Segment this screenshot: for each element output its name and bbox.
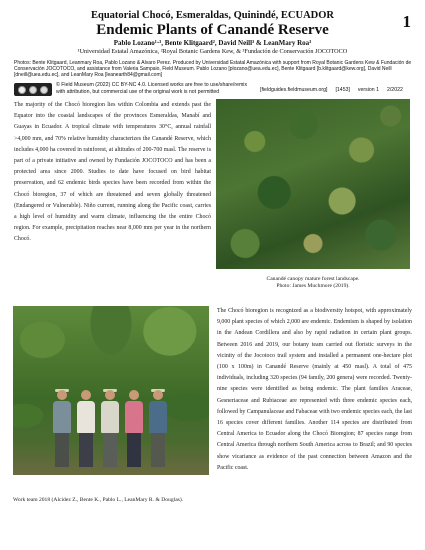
canopy-caption-line2: Photo: James Muchmore (2019). — [276, 283, 350, 289]
person-figure — [53, 389, 71, 467]
canopy-caption — [216, 276, 410, 290]
authors-line: Pablo Lozano¹·³, Bente Klitgaard², David Neill³ & LeanMary Roa³ — [113, 39, 312, 47]
canopy-photo — [216, 99, 410, 269]
date-label: 2/2022 — [386, 87, 403, 93]
site-link[interactable]: [fieldguides.fieldmuseum.org] — [260, 87, 328, 93]
person-figure — [149, 389, 167, 467]
affiliations-line: ¹Universidad Estatal Amazónica, ²Royal Botanic Gardens Kew, & ³Fundación de Conservación JOCOTOCO — [77, 48, 348, 55]
license-text: © Field Museum (2022) CC BY-NC 4.0. Licensed works are free to use/share/remix with attribution, but commercial use of the original work is not permitted — [56, 82, 248, 95]
page-header — [0, 10, 425, 56]
person-figure — [101, 389, 119, 467]
team-photo — [13, 306, 209, 475]
person-figure — [77, 390, 95, 467]
page-title: Endemic Plants of Canandé Reserve — [96, 22, 329, 38]
photo-credits: Photos: Bente Klitgaard, Leanmary Roa, Pablo Lozano & Alvaro Perez. Produced by Universidad Estatal Amazónica with support from Royal Botanic Gardens Kew & Fundación de Conservación JOCOTOCO, and assistance from Valeria Sampaio, Field Museum. Pablo Lozano [plozano@uea.edu.ec], Bente Klitgaard [b.klitgaard@kew.org], David Neill [dneill@uea.edu.ec], and LeanMary Roa [leanearth84@gmail.com] — [14, 60, 412, 79]
cc-license-icon[interactable] — [14, 83, 52, 96]
license-block — [14, 82, 412, 98]
person-figure — [125, 390, 143, 467]
location-heading: Equatorial Chocó, Esmeraldas, Quinindé, ECUADOR — [91, 10, 334, 21]
intro-paragraph: The majority of the Chocó bioregion lies within Colombia and extends past the Equator into the coastal landscapes of the provinces Esmeraldas, Manabí and Guayas in Ecuador. A tropical climate with temperatures 30°C, annual rainfall >4,000 mm, and 70% relative humidity characterizes the Canandé Reserve, which includes 4,000 ha covered in rainforest, at altitudes of 200-700 masl. The reserve is part of a private initiative and owned by Fundación JOCOTOCO and has been a protected area since 2000. Studies to date have focused on bird habitat preservation, and 62 endemic birds species have been recorded from within the Chocó bioregion, 37 of which are threatened and seven globally threatened (Endangered or Vulnerable). Niño current, running along the Pacific coast, carries a high level of humidity and warm climate, influencing the the entire Chocó region. For example, precipitation reaches near 8,000 mm per year in the northern Chocó. — [14, 102, 211, 243]
guide-id: [1453] — [335, 87, 350, 93]
page-number: 1 — [402, 12, 411, 31]
version-label: version 1 — [357, 87, 379, 93]
canopy-caption-line1: Canandé canopy mature forest landscape. — [266, 276, 360, 282]
license-meta — [260, 87, 403, 93]
team-caption: Work team 2018 (Alcidez Z., Bente K., Pablo L., LeanMary R. & Douglas). — [13, 497, 184, 503]
main-paragraph: The Chocó bioregion is recognized as a biodiversity hotspot, with approximately 9,000 plant species of which 2,000 are endemic. Endemism is shaped by isolation in the Andean Cordillera and also by rapid radiation in certain plant groups. Between 2016 and 2019, our botany team carried out floristic surveys in the vicinity of the Jocotoco trail system and installed a permanent one-hectare plot (100 x 100m) in Canandé Reserve (mainly at 450 masl). A total of 475 individuals, including 320 species (94 family, 200 genera) were recorded. Twenty-nine species were identified as being endemic. The plant families Araceae, Gesneriaceae and Rubiaceae are represented with three endemic species each, followed by Campanulaceae and Fabaceae with two endemic species each, the last 16 species cover different families. Another 114 species are distributed from Central America to Ecuador along the Chocó Bioregion; 87 species range from Central America through northern South America across to Brazil; and 90 species show vicariance as evidence of the past connection between Amazon and the Pacific coast. — [217, 308, 412, 471]
